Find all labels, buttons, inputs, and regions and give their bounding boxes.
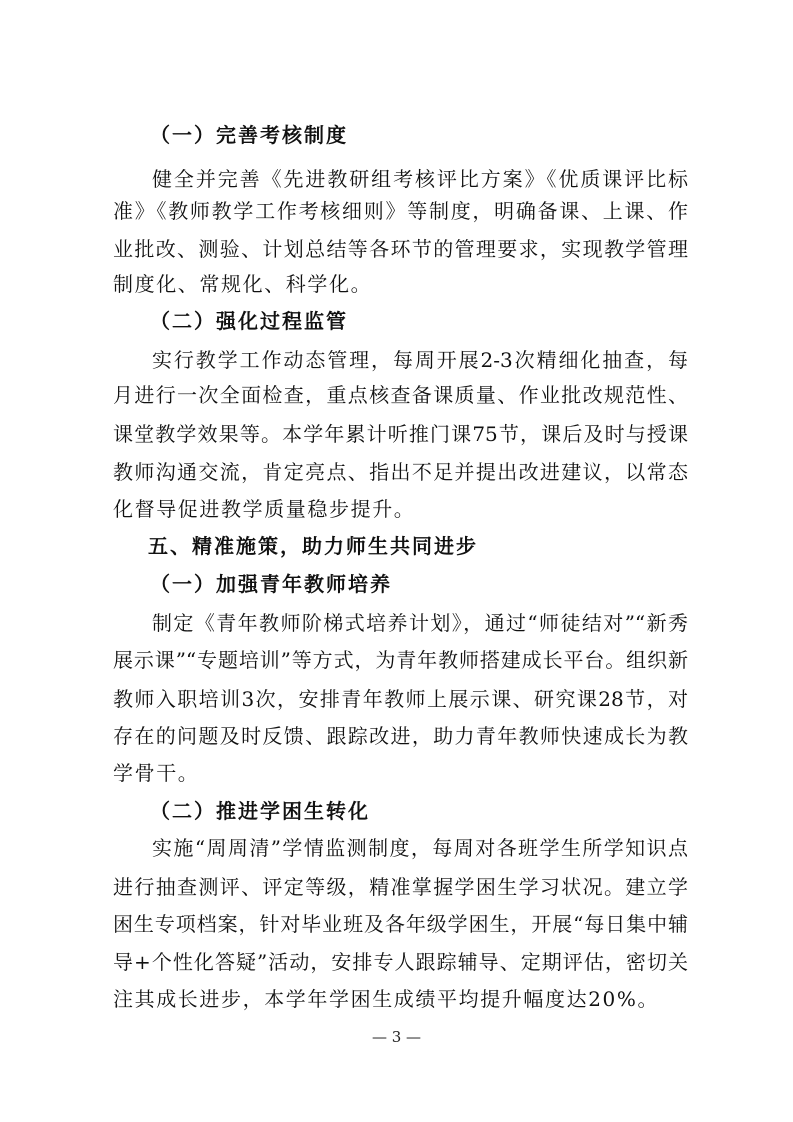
paragraph-process-supervision-line: 课堂教学效果等。本学年累计听推门课75节，课后及时与授课 [113, 422, 688, 446]
section-heading-improve-assessment: （一）完善考核制度 [150, 123, 348, 147]
paragraph-struggling-students-line: 进行抽查测评、评定等级，精准掌握学困生学习状况。建立学 [113, 875, 688, 899]
paragraph-young-teachers-line: 教师入职培训3次，安排青年教师上展示课、研究课28节，对 [113, 687, 688, 711]
paragraph-young-teachers-line: 制定《青年教师阶梯式培养计划》，通过“师徒结对”“新秀 [152, 611, 688, 635]
chapter-heading-five: 五、精准施策，助力师生共同进步 [148, 534, 478, 558]
paragraph-struggling-students-line: 实施“周周清”学情监测制度，每周对各班学生所学知识点 [152, 836, 688, 860]
section-heading-process-supervision: （二）强化过程监管 [150, 309, 348, 333]
paragraph-assessment-rules-line: 制度化、常规化、科学化。 [113, 272, 373, 296]
paragraph-assessment-rules-line: 健全并完善《先进教研组考核评比方案》《优质课评比标 [152, 167, 688, 191]
paragraph-process-supervision-line: 化督导促进教学质量稳步提升。 [113, 497, 416, 521]
paragraph-assessment-rules-line: 准》《教师教学工作考核细则》等制度，明确备课、上课、作 [113, 199, 688, 223]
paragraph-process-supervision-line: 实行教学工作动态管理，每周开展2-3次精细化抽查，每 [152, 348, 688, 372]
section-heading-young-teachers: （一）加强青年教师培养 [150, 572, 392, 596]
paragraph-young-teachers-line: 存在的问题及时反馈、跟踪改进，助力青年教师快速成长为教 [113, 724, 688, 748]
paragraph-struggling-students-line: 注其成长进步，本学年学困生成绩平均提升幅度达20%。 [113, 987, 660, 1011]
paragraph-process-supervision-line: 月进行一次全面检查，重点核查备课质量、作业批改规范性、 [113, 383, 688, 407]
paragraph-young-teachers-line: 学骨干。 [113, 761, 200, 785]
section-heading-struggling-students: （二）推进学困生转化 [150, 799, 370, 823]
paragraph-assessment-rules-line: 业批改、测验、计划总结等各环节的管理要求，实现教学管理 [113, 237, 688, 261]
paragraph-process-supervision-line: 教师沟通交流，肯定亮点、指出不足并提出改进建议，以常态 [113, 460, 688, 484]
paragraph-young-teachers-line: 展示课”“专题培训”等方式，为青年教师搭建成长平台。组织新 [113, 648, 688, 672]
paragraph-struggling-students-line: 导+个性化答疑”活动，安排专人跟踪辅导、定期评估，密切关 [113, 950, 688, 974]
page-number: — 3 — [371, 1028, 422, 1046]
paragraph-struggling-students-line: 困生专项档案，针对毕业班及各年级学困生，开展“每日集中辅 [113, 912, 688, 936]
